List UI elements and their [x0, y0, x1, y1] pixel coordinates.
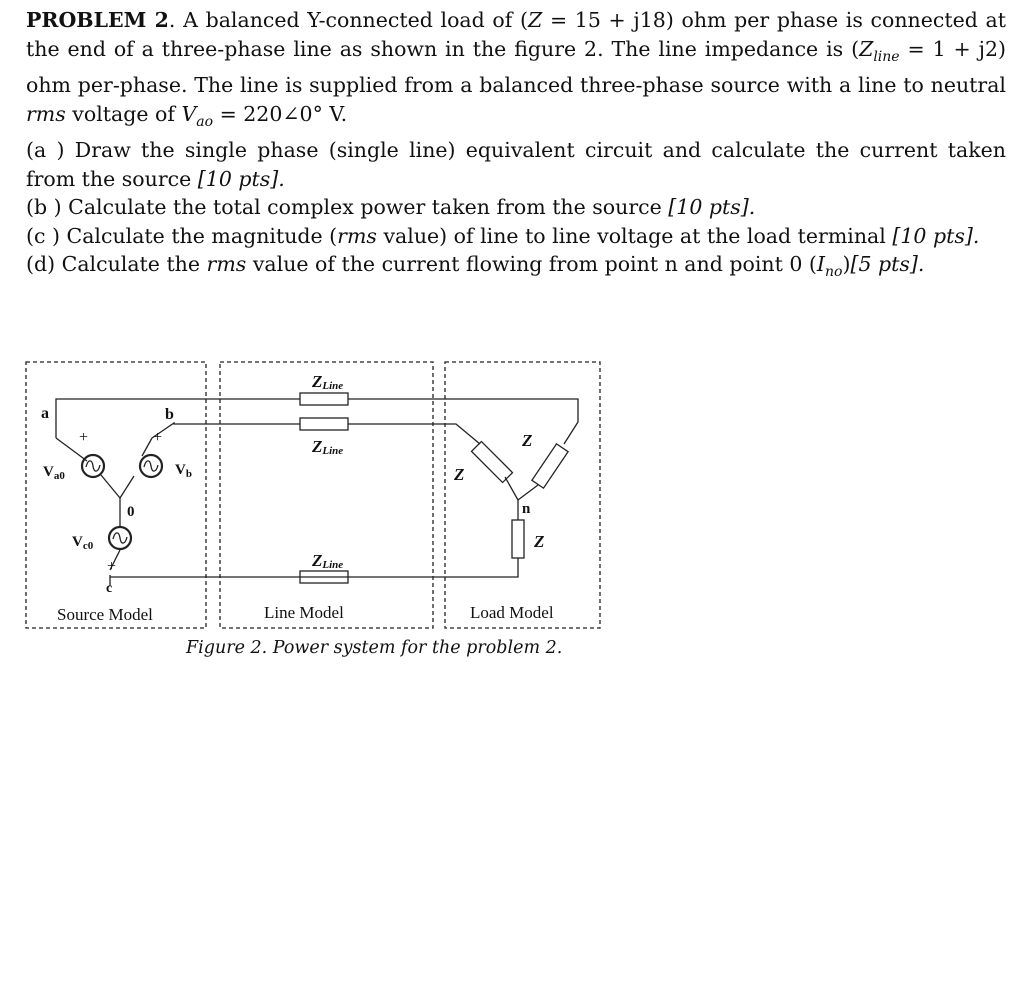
source-model-box	[26, 362, 206, 628]
load-z-b-label: Z	[454, 465, 465, 484]
wire-src-b	[142, 438, 152, 456]
wire-load-a-bottom	[518, 485, 538, 500]
wire-phase-b-right	[348, 424, 480, 444]
vco-label: $V_{c0}$	[72, 534, 94, 552]
circuit-diagram	[24, 358, 604, 633]
wire-load-b-bottom	[505, 477, 518, 500]
load-z-c-label: Z	[534, 532, 545, 551]
node-0-label: 0	[127, 504, 135, 520]
load-model-box	[445, 362, 600, 628]
wire-src-a-neutral	[101, 475, 120, 498]
vao-label: $V_{a0}$	[43, 464, 65, 482]
node-b-label: b	[165, 406, 174, 423]
plus-a-label: +	[79, 429, 89, 446]
sine-vc-icon	[113, 533, 127, 543]
vb-label: $V_b$	[175, 462, 192, 480]
load-model-label: Load Model	[470, 603, 554, 622]
zline-a-resistor	[300, 393, 348, 405]
load-z-c-resistor	[512, 520, 524, 558]
problem-intro: PROBLEM 2. A balanced Y-connected load of (Z = 15 + j18) ohm per phase is connected at the end of a three-phase line as shown in the figure 2. The line impedance is $(Z_{line} = 1 + j2)$ ohm per-phase. The line is supplied from a balanced three-phase source with a line to neutral rms voltage of $V_{ao}$ = 220∠0° V.	[26, 8, 1007, 130]
problem-part-b: (b ) Calculate the total complex power taken from the source [10 pts].	[26, 195, 756, 220]
wire-load-a-top	[564, 422, 578, 444]
line-model-label: Line Model	[264, 603, 344, 622]
problem-part-c: (c ) Calculate the magnitude (rms value) of line to line voltage at the load terminal [10 pts].	[26, 223, 980, 248]
zline-c-label: ZLine	[312, 551, 344, 571]
plus-c-label: +	[107, 558, 117, 575]
zline-a-label: ZLine	[312, 372, 344, 392]
figure-caption: Figure 2. Power system for the problem 2.	[186, 638, 563, 658]
wire-phase-a-left	[56, 399, 300, 438]
source-model-label: Source Model	[57, 605, 153, 624]
zline-b-resistor	[300, 418, 348, 430]
sine-va-icon	[86, 461, 100, 471]
load-z-a-label: Z	[522, 431, 533, 450]
problem-heading: PROBLEM 2	[26, 8, 169, 32]
problem-statement	[26, 6, 1006, 287]
zline-b-label: ZLine	[312, 437, 344, 457]
wire-src-b-neutral	[120, 476, 134, 498]
problem-part-d: (d) Calculate the rms value of the current flowing from point n and point 0 $(I_{no})[5$ pts].	[26, 252, 925, 281]
node-a-label: a	[41, 405, 49, 422]
problem-part-a: (a ) Draw the single phase (single line) equivalent circuit and calculate the current taken from the source [10 pts].	[26, 138, 1006, 191]
node-c-label: c	[106, 581, 113, 596]
load-z-a-resistor	[532, 444, 568, 488]
sine-vb-icon	[144, 461, 158, 471]
node-n-label: n	[522, 501, 531, 517]
line-model-box	[220, 362, 433, 628]
plus-b-label: +	[153, 429, 163, 446]
circuit-figure	[24, 358, 604, 633]
wire-phase-b-left	[152, 423, 300, 438]
load-z-b-resistor	[471, 441, 512, 482]
wire-phase-a-right	[348, 399, 578, 422]
